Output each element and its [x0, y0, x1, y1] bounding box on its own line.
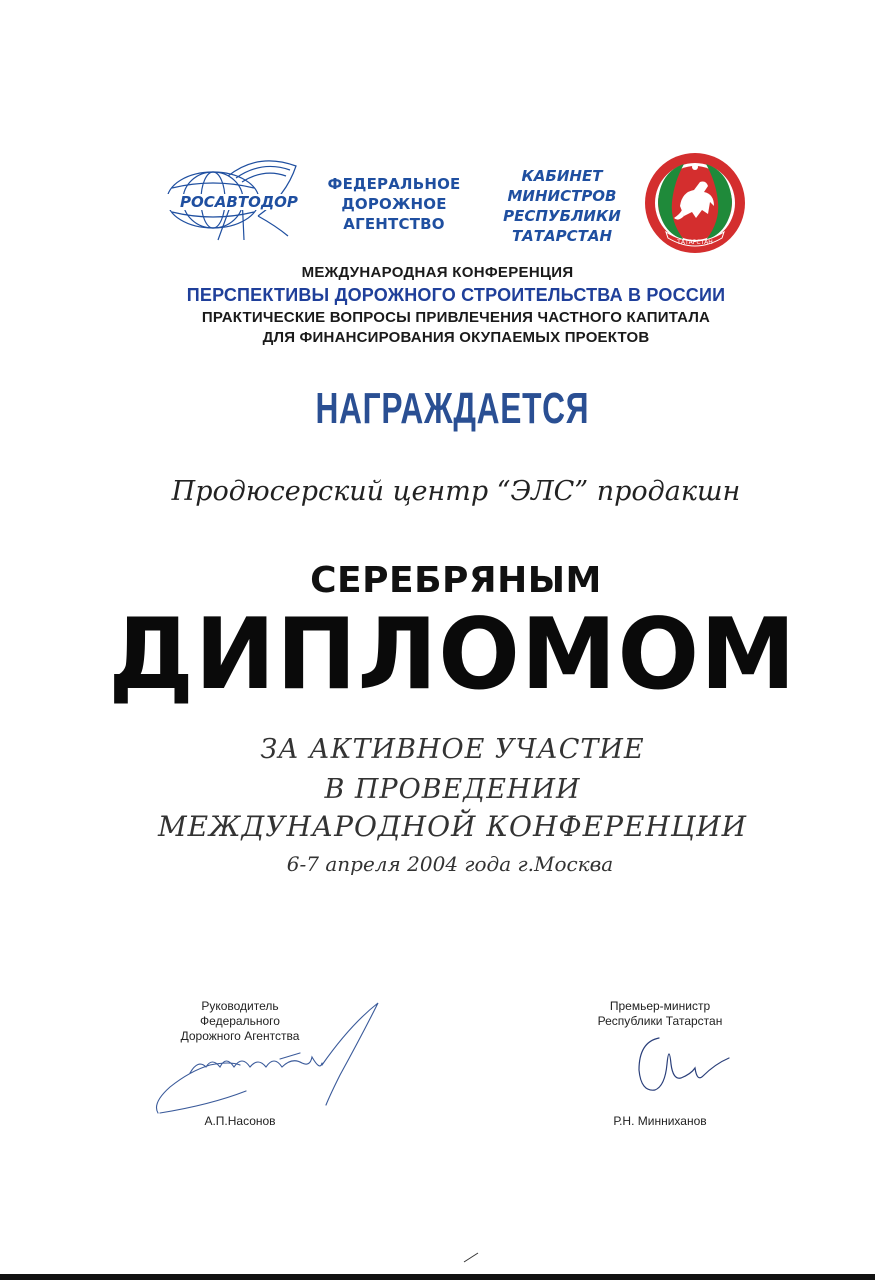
reason-line-3: МЕЖДУНАРОДНОЙ КОНФЕРЕНЦИИ: [157, 810, 748, 843]
conference-subtitle-1: ПРАКТИЧЕСКИЕ ВОПРОСЫ ПРИВЛЕЧЕНИЯ ЧАСТНОГО КАПИТАЛА: [201, 309, 711, 326]
position-line: Премьер-министр: [609, 999, 711, 1013]
cabinet-line: ТАТАРСТАН: [511, 227, 613, 245]
conference-title: МЕЖДУНАРОДНАЯ КОНФЕРЕНЦИЯ: [301, 264, 574, 281]
right-signer-position: [580, 999, 740, 1029]
diploma-kind: СЕРЕБРЯНЫМ: [310, 560, 602, 601]
agency-line: ФЕДЕРАЛЬНОЕ: [327, 175, 461, 193]
agency-name: [318, 174, 470, 234]
position-line: Дорожного Агентства: [180, 1029, 300, 1043]
conference-name: ПЕРСПЕКТИВЫ ДОРОЖНОГО СТРОИТЕЛЬСТВА В РОССИИ: [186, 285, 726, 305]
reason-line-2: В ПРОВЕДЕНИИ: [324, 774, 581, 805]
event-date: 6-7 апреля 2004 года г.Москва: [286, 852, 614, 876]
position-line: Руководитель: [201, 999, 279, 1013]
cabinet-line: РЕСПУБЛИКИ: [503, 207, 621, 225]
tatarstan-emblem: [644, 152, 746, 254]
diploma-word: ДИПЛОМОМ: [108, 598, 797, 712]
rosavtodor-logo-text: РОСАВТОДОР: [180, 193, 298, 211]
awarded-heading: НАГРАЖДАЕТСЯ: [315, 384, 590, 433]
emblem-text: ТАТАРСТАН: [677, 239, 713, 246]
conference-subtitle-2: ДЛЯ ФИНАНСИРОВАНИЯ ОКУПАЕМЫХ ПРОЕКТОВ: [262, 329, 650, 346]
cabinet-name: [488, 166, 636, 246]
right-signer-name: Р.Н. Минниханов: [613, 1114, 707, 1128]
position-line: Республики Татарстан: [597, 1014, 723, 1028]
recipient-name: Продюсерский центр “ЭЛС” продакшн: [171, 476, 741, 507]
agency-line: АГЕНТСТВО: [343, 215, 445, 233]
agency-line: ДОРОЖНОЕ: [341, 195, 447, 213]
rosavtodor-logo: [158, 156, 323, 242]
scan-mark: [462, 1250, 482, 1264]
cabinet-line: КАБИНЕТ: [521, 167, 603, 185]
right-signature: [625, 1030, 735, 1100]
position-line: Федерального: [200, 1014, 280, 1028]
left-signer-name: А.П.Насонов: [204, 1114, 276, 1128]
left-signature: [150, 995, 390, 1120]
reason-line-1: ЗА АКТИВНОЕ УЧАСТИЕ: [260, 734, 645, 765]
bottom-border: [0, 1274, 875, 1280]
cabinet-line: МИНИСТРОВ: [507, 187, 617, 205]
